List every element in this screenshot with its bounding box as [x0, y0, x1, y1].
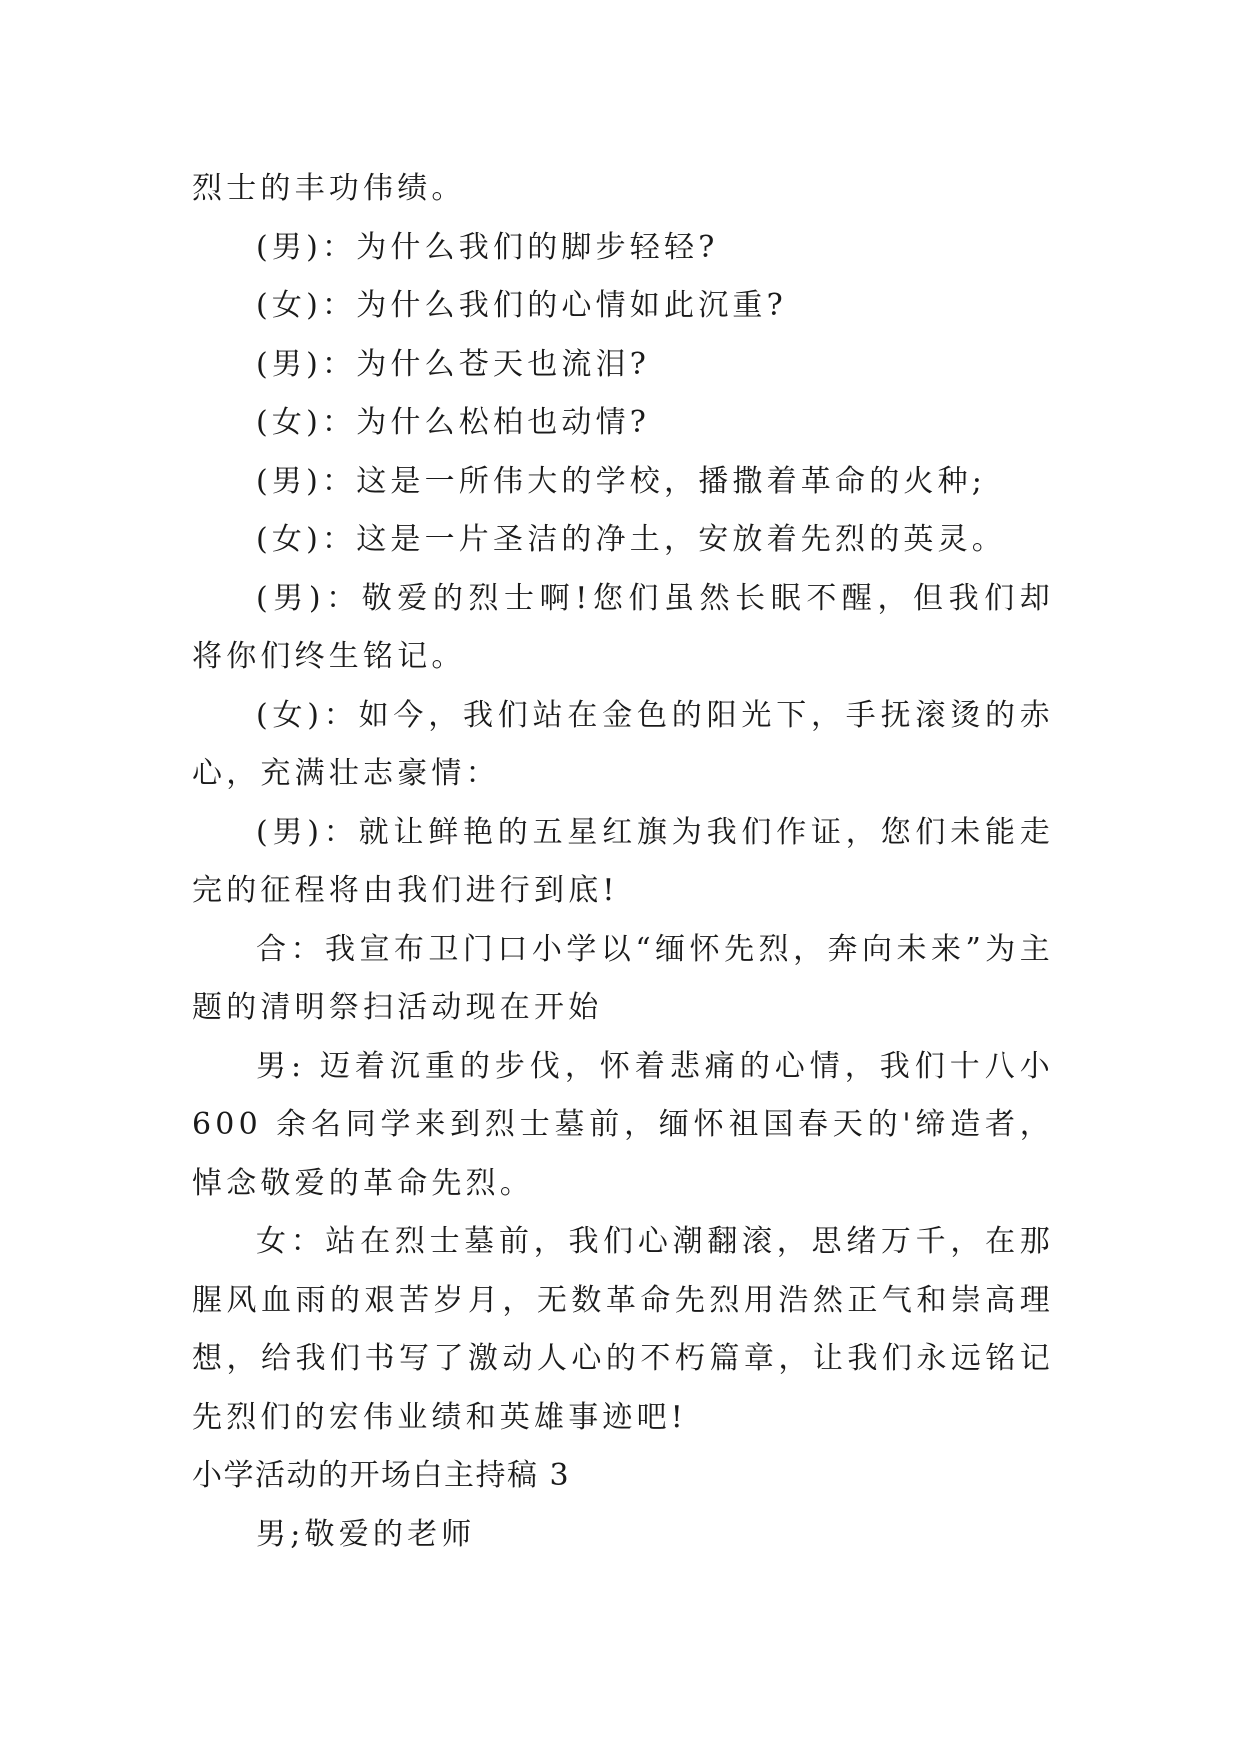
- paragraph-10: (男)：就让鲜艳的五星红旗为我们作证，您们未能走完的征程将由我们进行到底!: [192, 814, 1054, 908]
- paragraph-4: (男)：为什么苍天也流泪?: [256, 346, 651, 382]
- section-heading: 小学活动的开场白主持稿 3: [192, 1458, 571, 1493]
- paragraph-8: (男)：敬爱的烈士啊!您们虽然长眠不醒，但我们却将你们终生铭记。: [192, 580, 1054, 674]
- paragraph-2: (男)：为什么我们的脚步轻轻?: [256, 229, 719, 265]
- paragraph-3: (女)：为什么我们的心情如此沉重?: [256, 288, 787, 323]
- paragraph-5: (女)：为什么松柏也动情?: [256, 405, 651, 440]
- paragraph-14: 男;敬爱的老师: [256, 1516, 476, 1552]
- paragraph-7: (女)：这是一片圣洁的净土，安放着先烈的英灵。: [256, 522, 1007, 557]
- paragraph-9: (女)：如今，我们站在金色的阳光下，手抚滚烫的赤心，充满壮志豪情：: [192, 697, 1054, 791]
- paragraph-11: 合：我宣布卫门口小学以“缅怀先烈，奔向未来”为主题的清明祭扫活动现在开始: [192, 931, 1054, 1025]
- paragraph-1: 烈士的丰功伟绩。: [192, 171, 466, 206]
- paragraph-13: 女：站在烈士墓前，我们心潮翻滚，思绪万千，在那腥风血雨的艰苦岁月，无数革命先烈用浩然正气和崇高理想，给我们书写了激动人心的不朽篇章，让我们永远铭记先烈们的宏伟业绩和英雄事迹吧!: [192, 1224, 1054, 1435]
- paragraph-6: (男)：这是一所伟大的学校，播撒着革命的火种;: [256, 463, 987, 499]
- document-body: [192, 160, 1054, 1564]
- paragraph-12: 男: 迈着沉重的步伐，怀着悲痛的心情，我们十八小 600 余名同学来到烈士墓前，缅怀祖国春天的'缔造者，悼念敬爱的革命先烈。: [192, 1048, 1054, 1201]
